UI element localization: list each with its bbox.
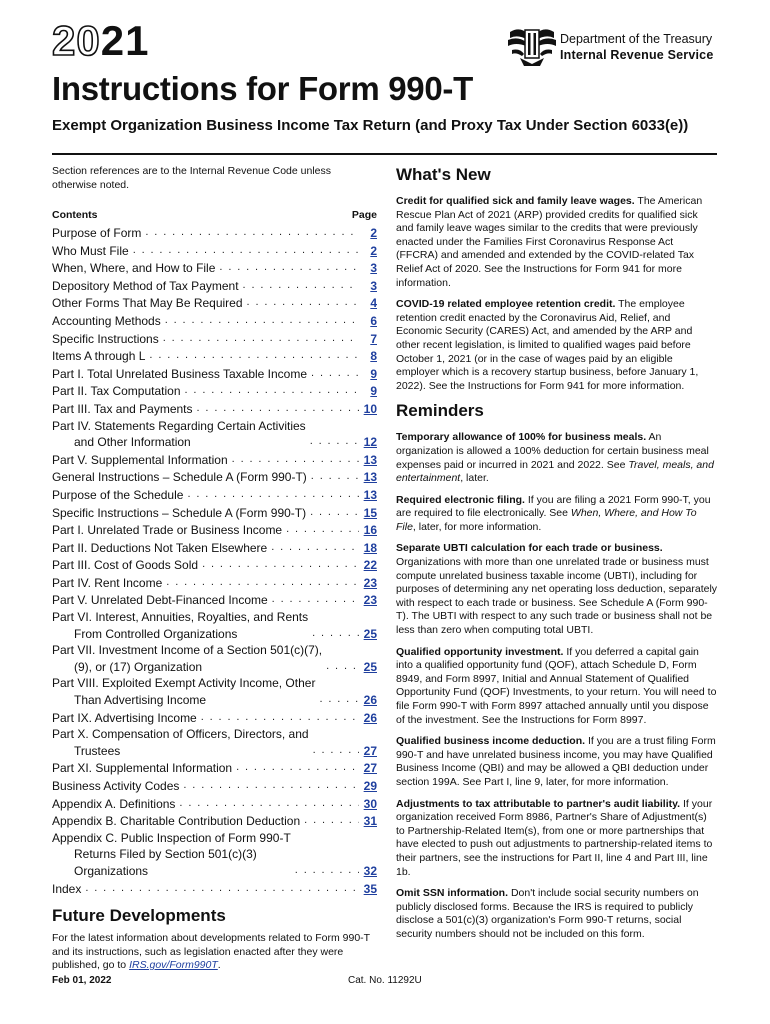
toc-entry-line1: Other Forms That May Be Required <box>52 296 243 311</box>
toc-page-link[interactable]: 27 <box>363 761 377 776</box>
reminder-opportunity-investment <box>396 646 718 728</box>
toc-entry-line2: (9), or (17) Organization <box>74 659 203 674</box>
item-body: If you deferred a capital gain into a qualified opportunity fund (QOF), attach Schedule D, Form 8949, and Form 8997, Initial and Annual Statement of Qualified Opportunity Fund (QOF) Investments, to your return. You will need to file Form 990-T with Form 8997 attached annually until you dispose of the investment. See the Instructions for Form 8997. <box>396 645 717 726</box>
toc-entry-line1: Part I. Unrelated Trade or Business Income <box>52 523 283 538</box>
toc-entry[interactable] <box>52 795 377 813</box>
item-body: The American Rescue Plan Act of 2021 (ARP) provided credits for qualified sick and family leave wages similar to the credits that were previously enacted under the Families First Coronavirus Response Act (FFCRA) and amended and extended by the COVID-related Tax Relief Act of 2020. See the Instructions for Form 941 for more information. <box>396 195 703 289</box>
toc-entry-line1: Part V. Unrelated Debt-Financed Income <box>52 593 268 608</box>
toc-entry-label <box>52 418 306 451</box>
toc-entry-line1: Part IV. Rent Income <box>52 575 163 590</box>
toc-entry-line1: When, Where, and How to File <box>52 261 216 276</box>
toc-entry-label <box>52 726 309 759</box>
footer-date: Feb 01, 2022 <box>52 975 112 986</box>
toc-entry[interactable] <box>52 777 377 795</box>
toc-entry-label <box>52 710 197 727</box>
toc-leader-dots <box>149 347 359 364</box>
reminder-partner-audit <box>396 798 718 880</box>
toc-entry[interactable] <box>52 830 377 880</box>
toc-entry-label <box>52 522 282 539</box>
toc-leader-dots <box>165 312 359 329</box>
year-heading <box>52 17 150 64</box>
toc-entry[interactable] <box>52 609 377 642</box>
toc-entry-line1: Index <box>52 881 82 896</box>
toc-entry-label <box>52 881 81 898</box>
toc-entry-label <box>52 243 129 260</box>
item-body: Don't include social security numbers on publicly disclosed forms. Because the IRS is required to publicly disclose a 501(c)(3) organization's Form 990-T returns, social security numbers should not be included on this form. <box>396 887 699 940</box>
toc-page-link[interactable]: 16 <box>363 523 377 538</box>
toc-page-link[interactable]: 12 <box>363 435 377 450</box>
toc-entry-line1: Appendix B. Charitable Contribution Deduction <box>52 814 301 829</box>
reminder-omit-ssn <box>396 887 718 941</box>
reminders-heading: Reminders <box>396 401 484 421</box>
reminder-electronic-filing <box>396 494 718 535</box>
toc-entry-label <box>52 830 291 880</box>
agency-irs: Internal Revenue Service <box>560 48 714 62</box>
toc-entry-line1: Part VI. Interest, Annuities, Royalties, and Rents <box>52 610 309 625</box>
toc-entry[interactable] <box>52 347 377 365</box>
toc-page-link[interactable]: 8 <box>370 349 377 364</box>
toc-entry[interactable] <box>52 277 377 295</box>
toc-entry[interactable] <box>52 521 377 539</box>
item-ref[interactable]: Travel, meals, and entertainment <box>396 458 714 485</box>
toc-entry-label <box>52 760 232 777</box>
toc-entry-line1: Part III. Tax and Payments <box>52 401 193 416</box>
item-title: Qualified business income deduction. <box>396 735 586 748</box>
toc-page-link[interactable]: 10 <box>363 401 377 416</box>
toc-entry[interactable] <box>52 486 377 504</box>
toc-page-link[interactable]: 9 <box>370 366 377 381</box>
toc-leader-dots <box>133 242 359 259</box>
toc-page-link[interactable]: 2 <box>370 243 377 258</box>
toc-leader-dots <box>326 658 359 675</box>
title-divider <box>52 153 717 155</box>
toc-header <box>52 209 377 221</box>
toc-page-link[interactable]: 3 <box>370 261 377 276</box>
toc-entry[interactable] <box>52 382 377 400</box>
toc-entry-label <box>52 278 239 295</box>
toc-entry-line2: Trustees <box>74 743 121 758</box>
toc-entry-label <box>52 796 175 813</box>
toc-leader-dots <box>310 433 359 450</box>
toc-entry-label <box>52 331 159 348</box>
toc-entry-line1: Part V. Supplemental Information <box>52 452 228 467</box>
item-title: COVID-19 related employee retention credit. <box>396 298 616 311</box>
whats-new-item-retention-credit <box>396 298 718 393</box>
right-column <box>396 165 718 950</box>
toc-page-link[interactable]: 6 <box>370 313 377 328</box>
toc-entry-label <box>52 675 315 708</box>
toc-entry[interactable] <box>52 400 377 418</box>
item-body: If your organization received Form 8986, Partner's Share of Adjustment(s) to Partnership-Related Item(s), from one or more partnerships that have elected to push out adjustments to partnership-related items to their partners, see the instructions for Part II, line 4 and Part III, line 1b. <box>396 797 713 878</box>
toc-entry[interactable] <box>52 880 377 898</box>
toc-page-link[interactable]: 3 <box>370 278 377 293</box>
toc-entry-line1: Part VII. Investment Income of a Section 501(c)(7), <box>52 643 323 658</box>
toc-page-link[interactable]: 18 <box>363 540 377 555</box>
intro-note: Section references are to the Internal Revenue Code unless otherwise noted. <box>52 165 332 191</box>
agency-department: Department of the Treasury <box>560 32 713 46</box>
future-text: For the latest information about developments related to Form 990-T and its instructions, such as legislation enacted after they were published, go to <box>52 932 370 972</box>
toc-entry[interactable] <box>52 224 377 242</box>
toc-entry-line1: Part II. Tax Computation <box>52 384 181 399</box>
toc-leader-dots <box>319 691 359 708</box>
toc-leader-dots <box>163 330 359 347</box>
toc-leader-dots <box>179 795 359 812</box>
whats-new-item-sick-leave <box>396 195 718 290</box>
toc-page-link[interactable]: 31 <box>363 814 377 829</box>
toc-entry-label <box>52 469 307 486</box>
item-ref[interactable]: When, Where, and How To File <box>396 507 697 533</box>
toc-entry-line1: Specific Instructions – Schedule A (Form 990-T) <box>52 505 307 520</box>
toc-entry[interactable] <box>52 504 377 522</box>
toc-entry-line2: and Other Information <box>74 435 191 450</box>
toc-entry[interactable] <box>52 642 377 675</box>
future-end: . <box>217 959 221 972</box>
item-title: Adjustments to tax attributable to partner's audit liability. <box>396 797 681 810</box>
toc-entry-label <box>52 575 162 592</box>
toc-leader-dots <box>313 742 359 759</box>
toc-entry[interactable] <box>52 312 377 330</box>
toc-entry[interactable] <box>52 330 377 348</box>
toc-entry-line1: Part II. Deductions Not Taken Elsewhere <box>52 540 268 555</box>
toc-entry-line2: From Controlled Organizations <box>74 626 238 641</box>
toc-page-link[interactable]: 23 <box>363 593 377 608</box>
toc-page-link[interactable]: 7 <box>370 331 377 346</box>
toc-entry-line1: Appendix C. Public Inspection of Form 990-T <box>52 830 291 845</box>
irs-form990t-link[interactable]: IRS.gov/Form990T <box>129 959 218 972</box>
toc-leader-dots <box>232 451 359 468</box>
toc-contents-label: Contents <box>52 209 98 221</box>
toc-leader-dots <box>247 294 359 311</box>
year-outline: 20 <box>52 17 101 64</box>
toc-entry[interactable] <box>52 242 377 260</box>
toc-entry[interactable] <box>52 294 377 312</box>
toc-leader-dots <box>197 400 359 417</box>
toc-page-link[interactable]: 27 <box>363 743 377 758</box>
toc-leader-dots <box>304 812 359 829</box>
toc-entry-line1: Who Must File <box>52 243 129 258</box>
reminder-business-meals <box>396 431 718 485</box>
item-body: If you are filing a 2021 Form 990-T, you are required to file electronically. See <box>396 493 711 520</box>
toc-entry-line1: Accounting Methods <box>52 313 161 328</box>
toc-entry[interactable] <box>52 468 377 486</box>
toc-page-link[interactable]: 2 <box>370 226 377 240</box>
toc-entry-label <box>52 778 179 795</box>
toc-page-link[interactable]: 30 <box>363 796 377 811</box>
toc-leader-dots <box>187 486 359 503</box>
toc-entry[interactable] <box>52 812 377 830</box>
item-title: Credit for qualified sick and family leave wages. <box>396 195 635 207</box>
item-body-end: , later. <box>460 472 489 485</box>
item-title: Qualified opportunity investment. <box>396 645 564 658</box>
toc-entry[interactable] <box>52 259 377 277</box>
toc-leader-dots <box>219 259 359 276</box>
toc-page-link[interactable]: 25 <box>363 659 377 674</box>
toc-entry-line1: Part IV. Statements Regarding Certain Activities <box>52 418 306 433</box>
toc-page-link[interactable]: 4 <box>370 296 377 311</box>
toc-entry-line1: Part X. Compensation of Officers, Directors, and <box>52 727 309 742</box>
toc-leader-dots <box>272 591 359 608</box>
toc-leader-dots <box>312 625 359 642</box>
toc-page-link[interactable]: 9 <box>370 384 377 399</box>
future-developments-heading: Future Developments <box>52 906 226 926</box>
toc-page-link[interactable]: 23 <box>363 575 377 590</box>
agency-block <box>560 31 713 63</box>
toc-entry-line1: Depository Method of Tax Payment <box>52 278 239 293</box>
toc-leader-dots <box>85 880 359 897</box>
toc-page-link[interactable]: 35 <box>363 881 377 896</box>
item-title: Temporary allowance of 100% for business meals. <box>396 431 647 444</box>
toc-entry-line1: Purpose of Form <box>52 226 142 240</box>
toc-entry[interactable] <box>52 675 377 708</box>
footer-catalog-number: Cat. No. 11292U <box>348 975 422 986</box>
year-solid: 21 <box>100 17 150 64</box>
toc-entry-label <box>52 348 145 365</box>
future-developments-text <box>52 932 377 973</box>
toc-entry-label <box>52 487 183 504</box>
item-title: Omit SSN information. <box>396 887 509 900</box>
toc-entry-line1: Items A through L <box>52 349 146 364</box>
toc-entry-label <box>52 401 193 418</box>
toc-entry[interactable] <box>52 574 377 592</box>
toc-entry-line2: Returns Filed by Section 501(c)(3) <box>74 847 257 862</box>
toc-entry[interactable] <box>52 451 377 469</box>
item-body: If you are a trust filing Form 990-T and have unrelated business income, you may have Qualified Business Income (QBI) and may be allowed a QBI deduction under section 199A. See Part I, line 9, later, for more information. <box>396 735 716 788</box>
toc-entry-label <box>52 592 268 609</box>
toc-leader-dots <box>311 468 359 485</box>
toc-page-link[interactable]: 22 <box>363 558 377 573</box>
toc-page-link[interactable]: 13 <box>363 470 377 485</box>
toc-entry-label <box>52 225 141 242</box>
toc-leader-dots <box>286 521 359 538</box>
toc-leader-dots <box>185 382 359 399</box>
toc-entry-line1: General Instructions – Schedule A (Form 990-T) <box>52 470 307 485</box>
toc-entry[interactable] <box>52 418 377 451</box>
toc-entry-label <box>52 452 228 469</box>
toc-leader-dots <box>310 504 359 521</box>
toc-entry-line1: Appendix A. Definitions <box>52 796 176 811</box>
toc-entry-line1: Specific Instructions <box>52 331 159 346</box>
toc-leader-dots <box>183 777 359 794</box>
toc-entry-label <box>52 813 300 830</box>
item-body-end: , later, for more information. <box>412 520 542 533</box>
toc-entry-line1: Business Activity Codes <box>52 779 180 793</box>
toc-leader-dots <box>295 862 359 879</box>
reminder-separate-ubti <box>396 542 718 637</box>
toc-leader-dots <box>202 556 359 573</box>
toc-page-link[interactable]: 26 <box>363 693 377 708</box>
toc-page-link[interactable]: 13 <box>363 487 377 502</box>
toc-entry-label <box>52 642 322 675</box>
toc-entry-label <box>52 557 198 574</box>
toc-leader-dots <box>145 224 359 241</box>
toc-entry[interactable] <box>52 709 377 727</box>
toc-entry-label <box>52 505 306 522</box>
toc-leader-dots <box>166 574 359 591</box>
item-title: Separate UBTI calculation for each trade or business. <box>396 542 663 555</box>
toc-entry-line1: Part XI. Supplemental Information <box>52 761 233 776</box>
reminder-qbi-deduction <box>396 735 718 789</box>
item-body: The employee retention credit enacted by the Coronavirus Aid, Relief, and Economic Security (CARES) Act, and amended by the ARP and other recent legislation, is limited to qualified wages paid before October 1, 2021 (or in the case of wages paid by an eligible employer which is a recovery startup business, before January 1, 2022). See the Instructions for Form 941 for more information. <box>396 298 699 392</box>
item-body: An organization is allowed a 100% deduction for certain business meal expenses paid or incurred in 2021 and 2022. See <box>396 431 709 471</box>
toc-leader-dots <box>311 365 359 382</box>
toc-entry-line1: Part I. Total Unrelated Business Taxable Income <box>52 366 308 381</box>
whats-new-heading: What's New <box>396 165 491 184</box>
toc-entry-label <box>52 366 307 383</box>
toc-entry-label <box>52 609 308 642</box>
toc-entry-line2: Than Advertising Income <box>74 693 207 708</box>
toc-leader-dots <box>271 539 359 556</box>
table-of-contents <box>52 224 377 897</box>
toc-entry-line3: Organizations <box>74 863 149 878</box>
toc-leader-dots <box>236 759 359 776</box>
toc-entry[interactable] <box>52 759 377 777</box>
toc-leader-dots <box>243 277 359 294</box>
toc-entry-label <box>52 260 215 277</box>
toc-entry-line1: Purpose of the Schedule <box>52 487 184 502</box>
toc-entry-line1: Part VIII. Exploited Exempt Activity Income, Other <box>52 676 316 691</box>
toc-page-link[interactable]: 15 <box>363 505 377 520</box>
toc-entry[interactable] <box>52 556 377 574</box>
toc-entry-line1: Part III. Cost of Goods Sold <box>52 558 199 573</box>
page-subtitle: Exempt Organization Business Income Tax Return (and Proxy Tax Under Section 6033(e)) <box>52 117 689 134</box>
toc-page-link[interactable]: 13 <box>363 452 377 467</box>
item-title: Required electronic filing. <box>396 493 525 506</box>
toc-entry-label <box>52 540 267 557</box>
toc-leader-dots <box>201 709 359 726</box>
toc-entry[interactable] <box>52 365 377 383</box>
toc-entry[interactable] <box>52 726 377 759</box>
toc-entry-label <box>52 295 243 312</box>
left-column <box>52 165 377 973</box>
item-body: Organizations with more than one unrelated trade or business must compute unrelated business taxable income (UBTI), including for purposes of determining any net operating loss deduction, separately with respect to each trade or business. See Schedule A (Form 990-T). The UBTI with respect to any such trade or business shall not be less than zero when computing total UBTI. <box>396 556 718 637</box>
toc-page-link[interactable]: 26 <box>363 710 377 725</box>
toc-entry-line1: Part IX. Advertising Income <box>52 710 197 725</box>
page-title: Instructions for Form 990-T <box>52 70 473 107</box>
toc-entry[interactable] <box>52 591 377 609</box>
irs-eagle-logo-icon <box>506 24 558 68</box>
toc-page-label: Page <box>351 209 377 221</box>
toc-page-link[interactable]: 25 <box>363 626 377 641</box>
toc-entry-label <box>52 383 181 400</box>
toc-entry-label <box>52 313 161 330</box>
toc-entry[interactable] <box>52 539 377 557</box>
toc-page-link[interactable]: 29 <box>363 779 377 793</box>
toc-page-link[interactable]: 32 <box>363 863 377 878</box>
